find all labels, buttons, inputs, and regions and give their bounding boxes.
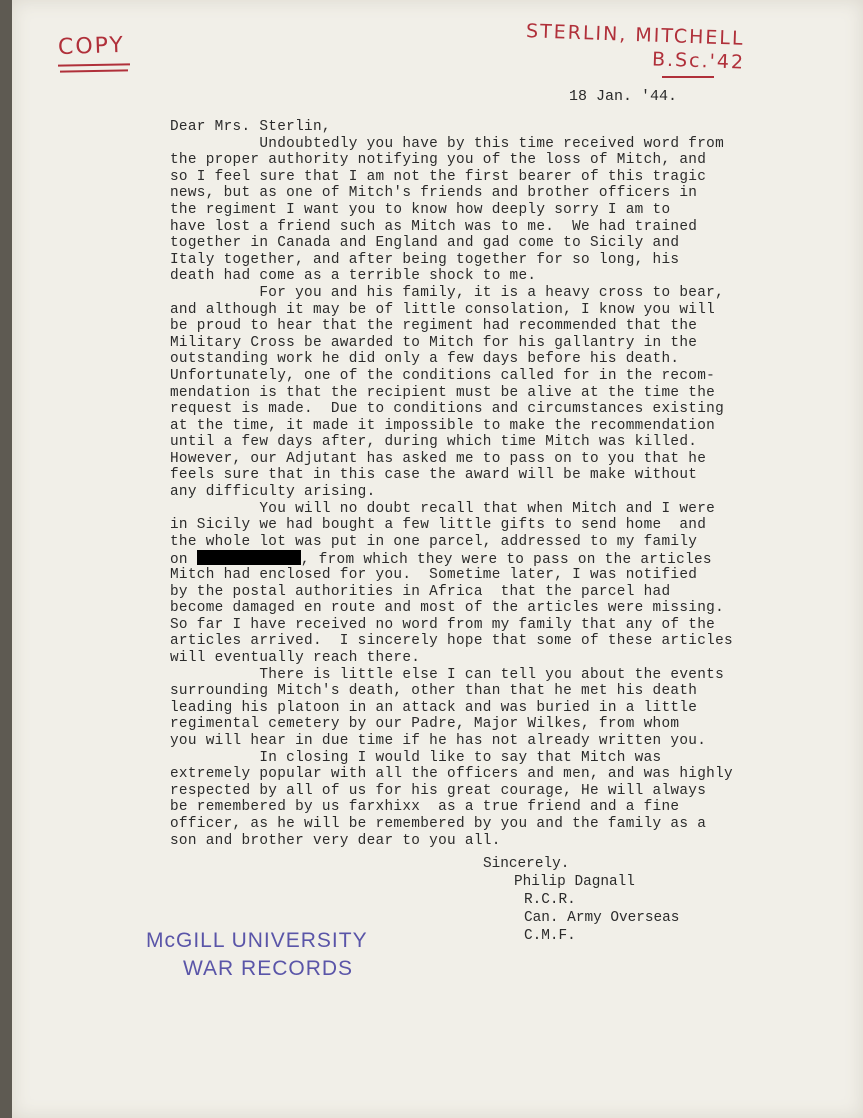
signatory-name: Philip Dagnall bbox=[514, 874, 635, 890]
body-line: Mitch had enclosed for you. Sometime later, I was notified bbox=[170, 567, 698, 584]
body-line: Military Cross be awarded to Mitch for his gallantry in the bbox=[170, 334, 698, 351]
body-line: the regiment I want you to know how deeply sorry I am to bbox=[170, 201, 671, 218]
body-line: request is made. Due to conditions and circumstances existing bbox=[170, 401, 725, 418]
body-line: outstanding work he did only a few days before his death. bbox=[170, 351, 680, 368]
body-line: any difficulty arising. bbox=[170, 484, 376, 501]
copy-underline bbox=[58, 63, 130, 66]
copy-annotation: COPY bbox=[57, 32, 126, 61]
body-line: feels sure that in this case the award will be make without bbox=[170, 467, 698, 484]
body-line: and although it may be of little consolation, I know you will bbox=[170, 301, 716, 318]
body-line: become damaged en route and most of the articles were missing. bbox=[170, 600, 725, 617]
body-line: There is little else I can tell you about the events bbox=[170, 666, 725, 683]
body-line: until a few days after, during which time Mitch was killed. bbox=[170, 434, 698, 451]
body-line: Unfortunately, one of the conditions called for in the recom- bbox=[170, 367, 716, 384]
redacted-line-start: on bbox=[170, 552, 188, 569]
redacted-line-tail: , from which they were to pass on the articles bbox=[300, 552, 712, 569]
body-line: extremely popular with all the officers and men, and was highly bbox=[170, 766, 733, 783]
body-line: surrounding Mitch's death, other than that he met his death bbox=[170, 683, 698, 700]
body-line: you will hear in due time if he has not already written you. bbox=[170, 732, 707, 749]
body-line: death had come as a terrible shock to me. bbox=[170, 268, 537, 285]
body-line: at the time, it made it impossible to make the recommendation bbox=[170, 417, 716, 434]
signatory-unit: R.C.R. bbox=[524, 892, 576, 908]
body-line: Italy together, and after being together for so long, his bbox=[170, 251, 680, 268]
letter-date: 18 Jan. '44. bbox=[569, 88, 678, 105]
body-line: articles arrived. I sincerely hope that some of these articles bbox=[170, 633, 733, 650]
body-line: However, our Adjutant has asked me to pass on to you that he bbox=[170, 450, 707, 467]
degree-annotation: B.Sc.'42 bbox=[651, 48, 746, 74]
letter-page bbox=[12, 0, 863, 1118]
body-line: news, but as one of Mitch's friends and brother officers in bbox=[170, 185, 698, 202]
body-line: So far I have received no word from my family that any of the bbox=[170, 616, 716, 633]
body-line: For you and his family, it is a heavy cross to bear, bbox=[170, 284, 725, 301]
body-line: leading his platoon in an attack and was buried in a little bbox=[170, 699, 698, 716]
copy-underline-second bbox=[60, 69, 128, 72]
body-line: so I feel sure that I am not the first bearer of this tragic bbox=[170, 168, 707, 185]
body-line: be remembered by us farxhixx as a true friend and a fine bbox=[170, 799, 680, 816]
body-line: be proud to hear that the regiment had recommended that the bbox=[170, 318, 698, 335]
body-line: will eventually reach there. bbox=[170, 650, 421, 666]
body-line: Undoubtedly you have by this time received word from bbox=[170, 135, 725, 152]
valediction: Sincerely. bbox=[483, 856, 570, 872]
body-line: You will no doubt recall that when Mitch and I were bbox=[170, 500, 716, 517]
body-line: the whole lot was put in one parcel, addressed to my family bbox=[170, 533, 698, 550]
archive-stamp-line1: McGILL UNIVERSITY bbox=[146, 929, 368, 952]
body-line: son and brother very dear to you all. bbox=[170, 832, 501, 849]
body-line: regimental cemetery by our Padre, Major Wilkes, from whom bbox=[170, 716, 680, 733]
body-line: by the postal authorities in Africa that the parcel had bbox=[170, 583, 671, 600]
archive-stamp-line2: WAR RECORDS bbox=[183, 957, 354, 980]
letter-body bbox=[170, 119, 830, 849]
degree-underline bbox=[662, 76, 714, 78]
salutation: Dear Mrs. Sterlin, bbox=[170, 119, 331, 135]
body-line: In closing I would like to say that Mitch was bbox=[170, 749, 662, 766]
body-line: mendation is that the recipient must be alive at the time the bbox=[170, 384, 716, 401]
redaction-bar bbox=[197, 550, 301, 565]
signatory-army: Can. Army Overseas bbox=[524, 910, 680, 926]
body-line: have lost a friend such as Mitch was to me. We had trained bbox=[170, 218, 698, 235]
body-line: in Sicily we had bought a few little gifts to send home and bbox=[170, 517, 707, 534]
redacted-line bbox=[170, 550, 830, 567]
body-line: officer, as he will be remembered by you and the family as a bbox=[170, 815, 707, 832]
body-line: together in Canada and England and gad come to Sicily and bbox=[170, 235, 680, 252]
body-line: respected by all of us for his great courage, He will always bbox=[170, 782, 707, 799]
body-line: the proper authority notifying you of the loss of Mitch, and bbox=[170, 152, 707, 169]
signatory-force: C.M.F. bbox=[524, 928, 576, 944]
name-annotation: STERLIN, MITCHELL bbox=[525, 20, 745, 50]
